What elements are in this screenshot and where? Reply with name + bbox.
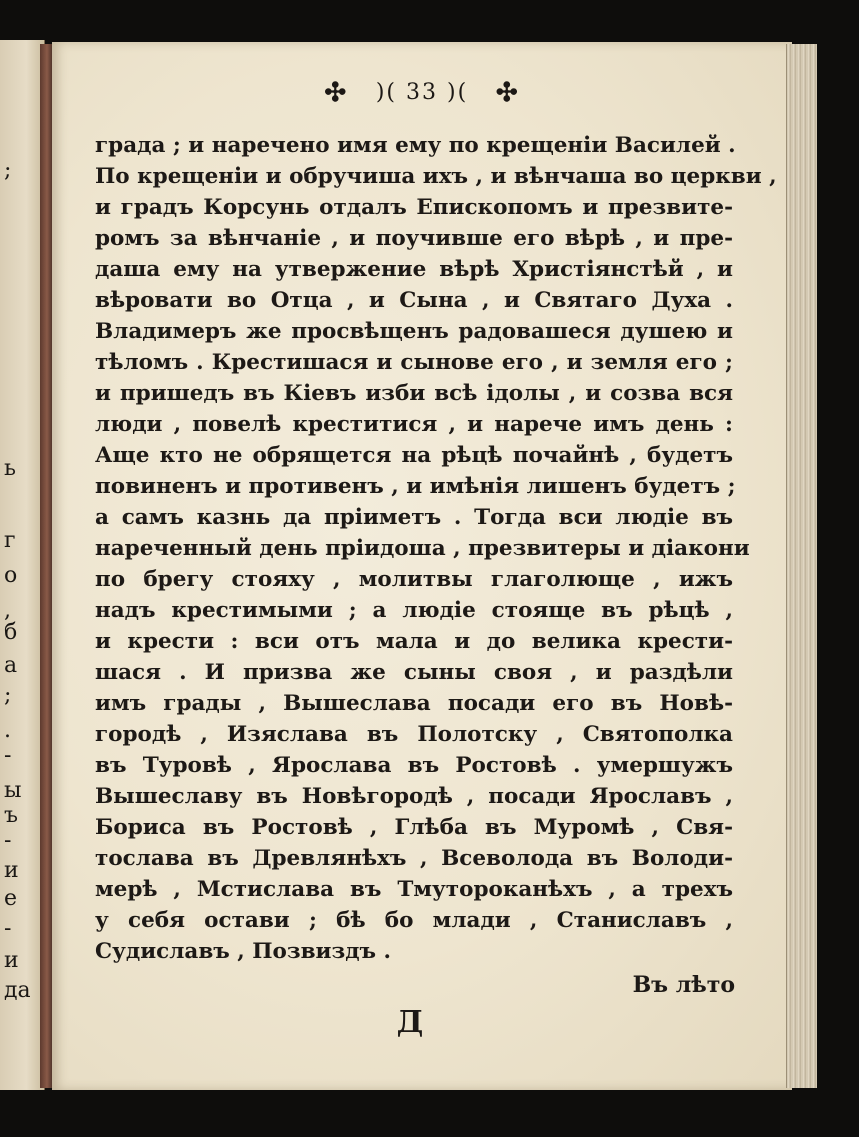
facing-page-fragment: и [4,858,19,883]
text-line: у себя остави ; бѣ бо млади , Станиславъ , [95,908,733,933]
text-line: града ; и наречено имя ему по крещеніи Василей . [95,133,736,158]
catchword: Въ лѣто [632,972,735,998]
facing-page-fragment: . [4,718,11,743]
text-line: городѣ , Изяслава въ Полотску , Святополка [95,722,733,747]
text-line: Судиславъ , Позвиздъ . [95,939,391,964]
page-block-edges [786,44,817,1088]
page-number: )( 33 )( [375,80,469,105]
facing-page-fragment: - [4,743,12,768]
text-line: шася . И призва же сыны своя , и раздѣли [95,660,733,685]
text-line: надъ крестимыми ; а людіе стояще въ рѣцѣ , [95,598,733,623]
text-line: нареченный день пріидоша , презвитеры и діакони [95,536,750,561]
text-line: тѣломъ . Крестишася и сынове его , и земля его ; [95,350,733,375]
facing-page-fragment: ; [4,158,12,183]
text-line: даша ему на утвержение вѣрѣ Христіянстѣй , и [95,257,733,282]
text-line: Владимеръ же просвѣщенъ радовашеся душею и [95,319,733,344]
text-line: мерѣ , Мстислава въ Тмутороканѣхъ , а трехъ [95,877,733,902]
running-header [52,78,792,108]
text-line: по брегу стояху , молитвы глаголюще , ижъ [95,567,733,592]
facing-page-fragment: ь [4,456,16,481]
text-line: вѣровати во Отца , и Сына , и Святаго Духа . [95,288,733,313]
facing-page-fragment: ы [4,778,22,803]
facing-page-fragment: б [4,620,18,645]
text-line: и градъ Корсунь отдалъ Епископомъ и презвите- [95,195,733,220]
text-line: повиненъ и противенъ , и имѣнія лишенъ будетъ ; [95,474,736,499]
facing-page-fragment: ъ [4,803,18,828]
text-line: имъ грады , Вышеслава посади его въ Новѣ- [95,691,733,716]
facing-page-edge [0,40,45,1090]
right-ornament-icon: ✣ [495,78,520,108]
facing-page-fragment: - [4,916,12,941]
facing-page-fragment: и [4,948,19,973]
left-ornament-icon: ✣ [324,78,349,108]
text-line: и пришедъ въ Кіевъ изби всѣ ідолы , и созва вся [95,381,733,406]
facing-page-fragment: е [4,886,18,911]
facing-page-fragment: да [4,978,31,1003]
text-line: Аще кто не обрящется на рѣцѣ почайнѣ , будетъ [95,443,733,468]
facing-page-fragment: - [4,828,12,853]
signature-mark: Д [396,1005,424,1040]
text-line: люди , повелѣ креститися , и нарече имъ день : [95,412,733,437]
text-line: въ Туровѣ , Ярослава въ Ростовѣ . умершужъ [95,753,733,778]
facing-page-fragment: о [4,563,18,588]
text-line: Вышеславу въ Новѣгородѣ , посади Ярославъ , [95,784,733,809]
text-line: Бориса въ Ростовѣ , Глѣба въ Муромѣ , Свя- [95,815,733,840]
text-line: и крести : вси отъ мала и до велика крести- [95,629,733,654]
facing-page-fragment: , [4,598,11,623]
facing-page-fragment: г [4,528,16,553]
text-line: ромъ за вѣнчаніе , и поучивше его вѣрѣ , и пре- [95,226,733,251]
text-line: тослава въ Древлянѣхъ , Всеволода въ Володи- [95,846,733,871]
facing-page-fragment: ; [4,683,12,708]
text-line: а самъ казнь да пріиметъ . Тогда вси людіе въ [95,505,733,530]
facing-page-fragment: а [4,653,18,678]
text-line: По крещеніи и обручиша ихъ , и вѣнчаша во церкви , [95,164,777,189]
